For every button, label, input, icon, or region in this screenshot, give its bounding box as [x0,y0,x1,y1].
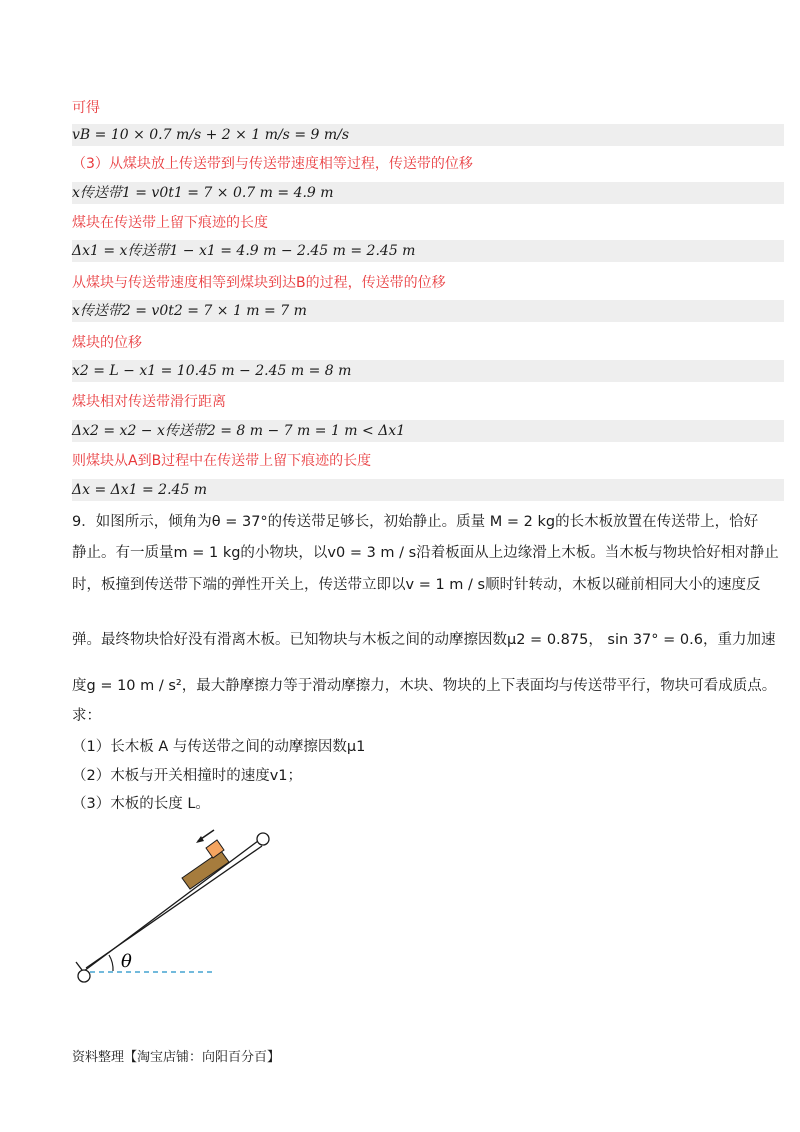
elastic-switch [76,962,82,970]
problem-line-5: 度g = 10 m / s²，最大静摩擦力等于滑动摩擦力，木块、物块的上下表面均与传送带平行，物块可看成质点。 [72,678,777,694]
belt-bottom-line [80,841,258,974]
long-board [182,851,229,889]
problem-line-3: 时，板撞到传送带下端的弹性开关上，传送带立即以v = 1 m / s顺时针转动，木板以碰前相同大小的速度反 [72,577,761,593]
problem-line-6: 求： [72,708,101,724]
question-2: （2）木板与开关相撞时的速度v1； [72,768,303,784]
solution-line-11: 煤块相对传送带滑行距离 [72,394,226,410]
bottom-pulley [78,970,90,982]
question-3: （3）木板的长度 L。 [72,796,210,812]
top-pulley [257,833,269,845]
solution-line-3: （3）从煤块放上传送带到与传送带速度相等过程，传送带的位移 [72,156,473,172]
equation-x-belt-2: x传送带2 = v0t2 = 7 × 1 m = 7 m [72,300,784,322]
question-1: （1）长木板 A 与传送带之间的动摩擦因数μ1 [72,739,366,755]
angle-arc [109,955,113,971]
problem-line-2: 静止。有一质量m = 1 kg的小物块，以v0 = 3 m / s沿着板面从上边缘滑上木板。当木板与物块恰好相对静止 [72,545,779,561]
angle-label: θ [121,951,132,972]
problem-line-1: 9．如图所示，倾角为θ = 37°的传送带足够长，初始静止。质量 M = 2 kg的长木板放置在传送带上，恰好 [72,514,759,530]
solution-line-13: 则煤块从A到B过程中在传送带上留下痕迹的长度 [72,453,372,469]
solution-line-1: 可得 [72,100,100,116]
equation-delta-x1: Δx1 = x传送带1 − x1 = 4.9 m − 2.45 m = 2.45 m [72,240,784,262]
solution-line-7: 从煤块与传送带速度相等到煤块到达B的过程，传送带的位移 [72,275,446,291]
footer-text: 资料整理【淘宝店铺：向阳百分百】 [72,1050,281,1065]
solution-line-5: 煤块在传送带上留下痕迹的长度 [72,215,268,231]
equation-x-belt-1: x传送带1 = v0t1 = 7 × 0.7 m = 4.9 m [72,182,784,204]
equation-x2: x2 = L − x1 = 10.45 m − 2.45 m = 8 m [72,360,784,382]
equation-delta-x: Δx = Δx1 = 2.45 m [72,479,784,501]
equation-delta-x2: Δx2 = x2 − x传送带2 = 8 m − 7 m = 1 m < Δx1 [72,420,784,442]
solution-line-9: 煤块的位移 [72,335,142,351]
equation-vb: vB = 10 × 0.7 m/s + 2 × 1 m/s = 9 m/s [72,124,784,146]
problem-line-4: 弹。最终物块恰好没有滑离木板。已知物块与木板之间的动摩擦因数μ2 = 0.875， sin 37° = 0.6，重力加速 [72,632,776,648]
